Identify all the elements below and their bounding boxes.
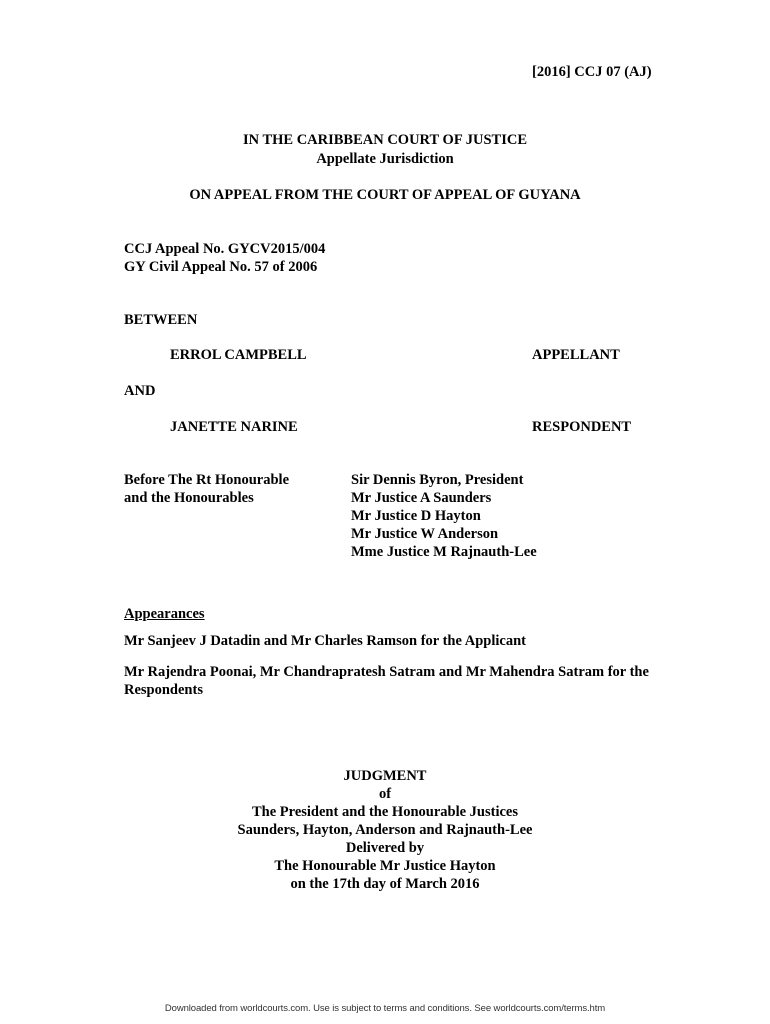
appearances-heading: Appearances	[124, 606, 205, 622]
judgment-line: Saunders, Hayton, Anderson and Rajnauth-Lee	[237, 822, 533, 838]
judge-name: Mr Justice A Saunders	[351, 490, 492, 506]
appellant-role: APPELLANT	[532, 347, 620, 363]
judge-name: Mr Justice W Anderson	[351, 526, 499, 542]
court-jurisdiction: Appellate Jurisdiction	[316, 151, 454, 167]
judge-name: Sir Dennis Byron, President	[351, 472, 524, 488]
judgment-line: The President and the Honourable Justices	[252, 804, 518, 820]
court-name: IN THE CARIBBEAN COURT OF JUSTICE	[242, 132, 528, 148]
judgment-heading: JUDGMENT	[343, 768, 427, 784]
judge-name: Mr Justice D Hayton	[351, 508, 481, 524]
neutral-citation: [2016] CCJ 07 (AJ)	[532, 64, 652, 80]
bench-intro-line: Before The Rt Honourable	[124, 472, 290, 488]
judge-name: Mme Justice M Rajnauth-Lee	[351, 544, 537, 560]
appellant-name: ERROL CAMPBELL	[170, 347, 307, 363]
bench-intro-line: and the Honourables	[124, 490, 254, 506]
appeal-from: ON APPEAL FROM THE COURT OF APPEAL OF GUYANA	[189, 187, 581, 203]
between-label: BETWEEN	[124, 312, 198, 328]
appearance-respondents: Mr Rajendra Poonai, Mr Chandrapratesh Satram and Mr Mahendra Satram for the	[124, 664, 649, 680]
ccj-appeal-number: CCJ Appeal No. GYCV2015/004	[124, 241, 326, 257]
respondent-name: JANETTE NARINE	[170, 419, 298, 435]
judgment-line: of	[378, 786, 392, 802]
judgment-line: on the 17th day of March 2016	[290, 876, 480, 892]
appearance-applicant: Mr Sanjeev J Datadin and Mr Charles Ramson for the Applicant	[124, 633, 526, 649]
appearance-respondents: Respondents	[124, 682, 203, 698]
respondent-role: RESPONDENT	[532, 419, 632, 435]
judgment-line: Delivered by	[345, 840, 425, 856]
download-footer: Downloaded from worldcourts.com. Use is subject to terms and conditions. See worldcourts.com/terms.htm	[164, 1003, 606, 1014]
and-label: AND	[124, 383, 156, 399]
judgment-line: The Honourable Mr Justice Hayton	[274, 858, 496, 874]
gy-civil-appeal-number: GY Civil Appeal No. 57 of 2006	[124, 259, 318, 275]
